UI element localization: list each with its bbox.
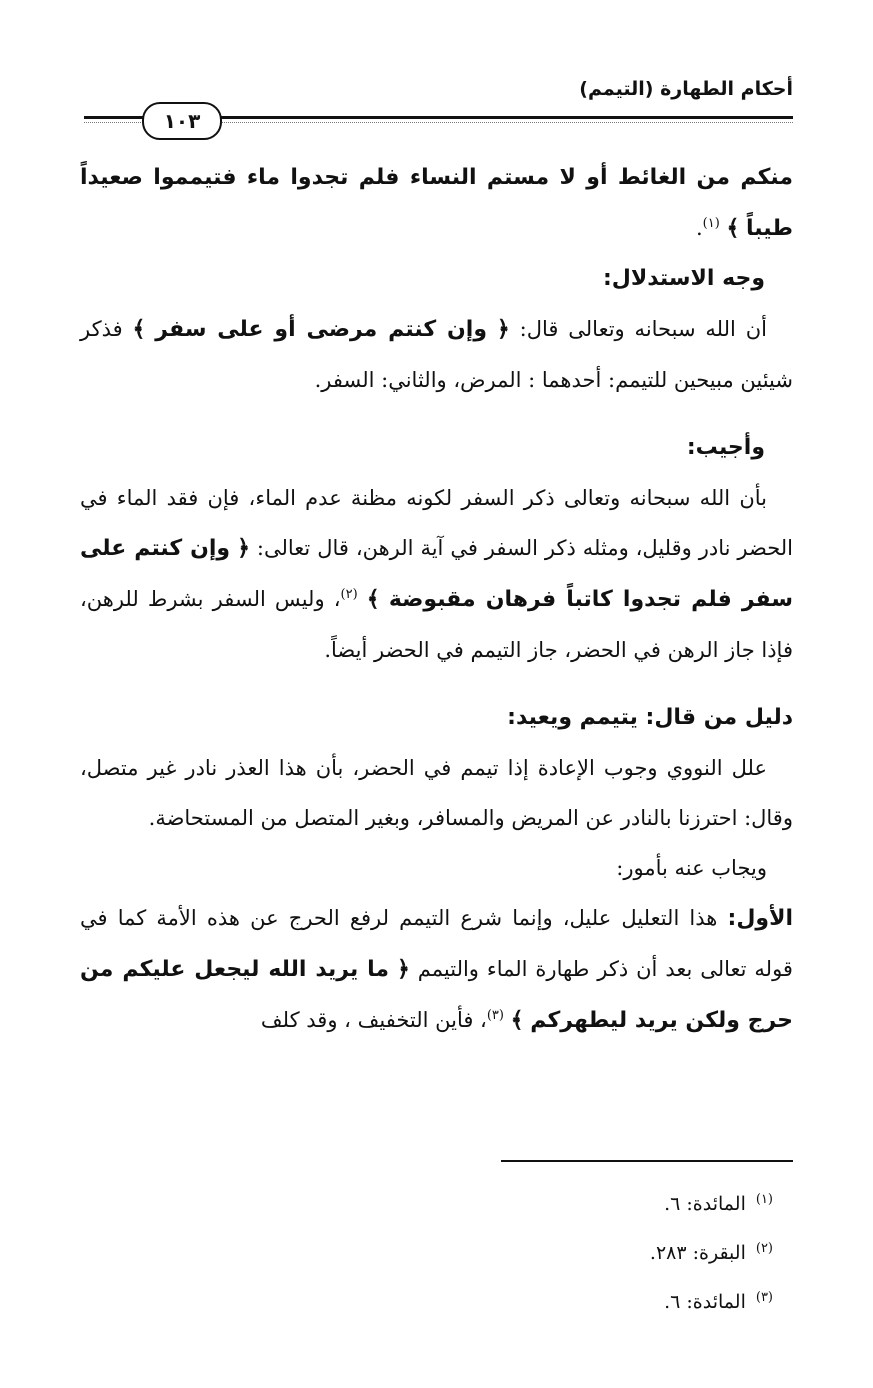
paragraph-5: ويجاب عنه بأمور:: [616, 856, 767, 880]
footnote-item: [650, 1180, 773, 1229]
footnotes: [650, 1180, 773, 1327]
verse-close-bracket: ﴾: [510, 1008, 524, 1033]
paragraph-3: [80, 473, 793, 675]
footnote-ref: (٢): [340, 587, 358, 602]
sentence-end: .: [695, 216, 703, 240]
text-run: هذا التعليل عليل، وإنما شرع التيمم لرفع الحرج عن هذه الأمة كما في قوله تعالى بعد أن ذكر طهارة الماء والتيمم: [80, 906, 793, 981]
footnote-item: [650, 1278, 773, 1327]
running-title: أحكام الطهارة (التيمم): [579, 78, 793, 100]
verse-open-bracket: ﴿: [496, 317, 510, 342]
point-lead: الأول:: [727, 906, 793, 931]
quran-verse: منكم من الغائط أو لا مستم النساء فلم تجدوا ماء فتيمموا صعيداً طيباً: [80, 165, 793, 241]
quran-verse: ما يريد الله ليجعل عليكم من حرج ولكن يريد ليطهركم: [80, 957, 793, 1033]
footnote-text: البقرة: ٢٨٣.: [649, 1242, 746, 1264]
text-run: فذكر شيئين مبيحين للتيمم: أحدهما : المرض، والثاني: السفر.: [80, 317, 793, 392]
quran-verse: وإن كنتم على سفر فلم تجدوا كاتباً فرهان مقبوضة: [80, 536, 793, 612]
paragraph-4: علل النووي وجوب الإعادة إذا تيمم في الحضر، بأن هذا العذر نادر غير متصل، وقال: احترزنا بالنادر عن المريض والمسافر، وبغير المتصل من المستحاضة.: [80, 756, 793, 830]
verse-open-bracket: ﴿: [396, 957, 410, 982]
footnote-ref: (١): [702, 216, 720, 231]
paragraph-1: [80, 152, 793, 254]
footnote-item: [650, 1229, 773, 1278]
footnote-text: المائدة: ٦.: [664, 1291, 746, 1313]
footnote-number: (٣): [755, 1289, 773, 1305]
text-run: ، وليس السفر بشرط للرهن، فإذا جاز الرهن في الحضر، جاز التيمم في الحضر أيضاً.: [80, 587, 793, 662]
footnote-ref: (٣): [486, 1008, 504, 1023]
text-run: بأن الله سبحانه وتعالى ذكر السفر لكونه مظنة عدم الماء، فإن فقد الماء في الحضر نادر وقليل، ومثله ذكر السفر في آية الرهن، قال تعالى:: [80, 486, 794, 560]
footnote-number: (١): [755, 1191, 773, 1207]
paragraph-2: [80, 304, 793, 405]
verse-open-bracket: ﴿: [237, 536, 250, 561]
section-heading: وجه الاستدلال:: [602, 266, 765, 291]
text-run: ، فأين التخفيف ، وقد كلف: [260, 1008, 487, 1032]
text-run: أن الله سبحانه وتعالى قال:: [519, 317, 767, 341]
verse-close-bracket: ﴾: [132, 317, 146, 342]
footnote-separator: [501, 1160, 793, 1162]
verse-close-bracket: ﴾: [366, 587, 380, 612]
footnote-number: (٢): [755, 1240, 773, 1256]
section-heading: وأجيب:: [686, 435, 765, 460]
page-body: [80, 152, 793, 1046]
quran-verse: وإن كنتم مرضى أو على سفر: [155, 317, 487, 342]
spacer: [80, 675, 793, 693]
footnote-text: المائدة: ٦.: [664, 1193, 746, 1215]
section-heading: دليل من قال: يتيمم ويعيد:: [507, 705, 793, 730]
spacer: [80, 405, 793, 423]
page-number: ١٠٣: [142, 102, 222, 140]
paragraph-6: [80, 893, 793, 1046]
verse-close-bracket: ﴾: [726, 216, 740, 241]
